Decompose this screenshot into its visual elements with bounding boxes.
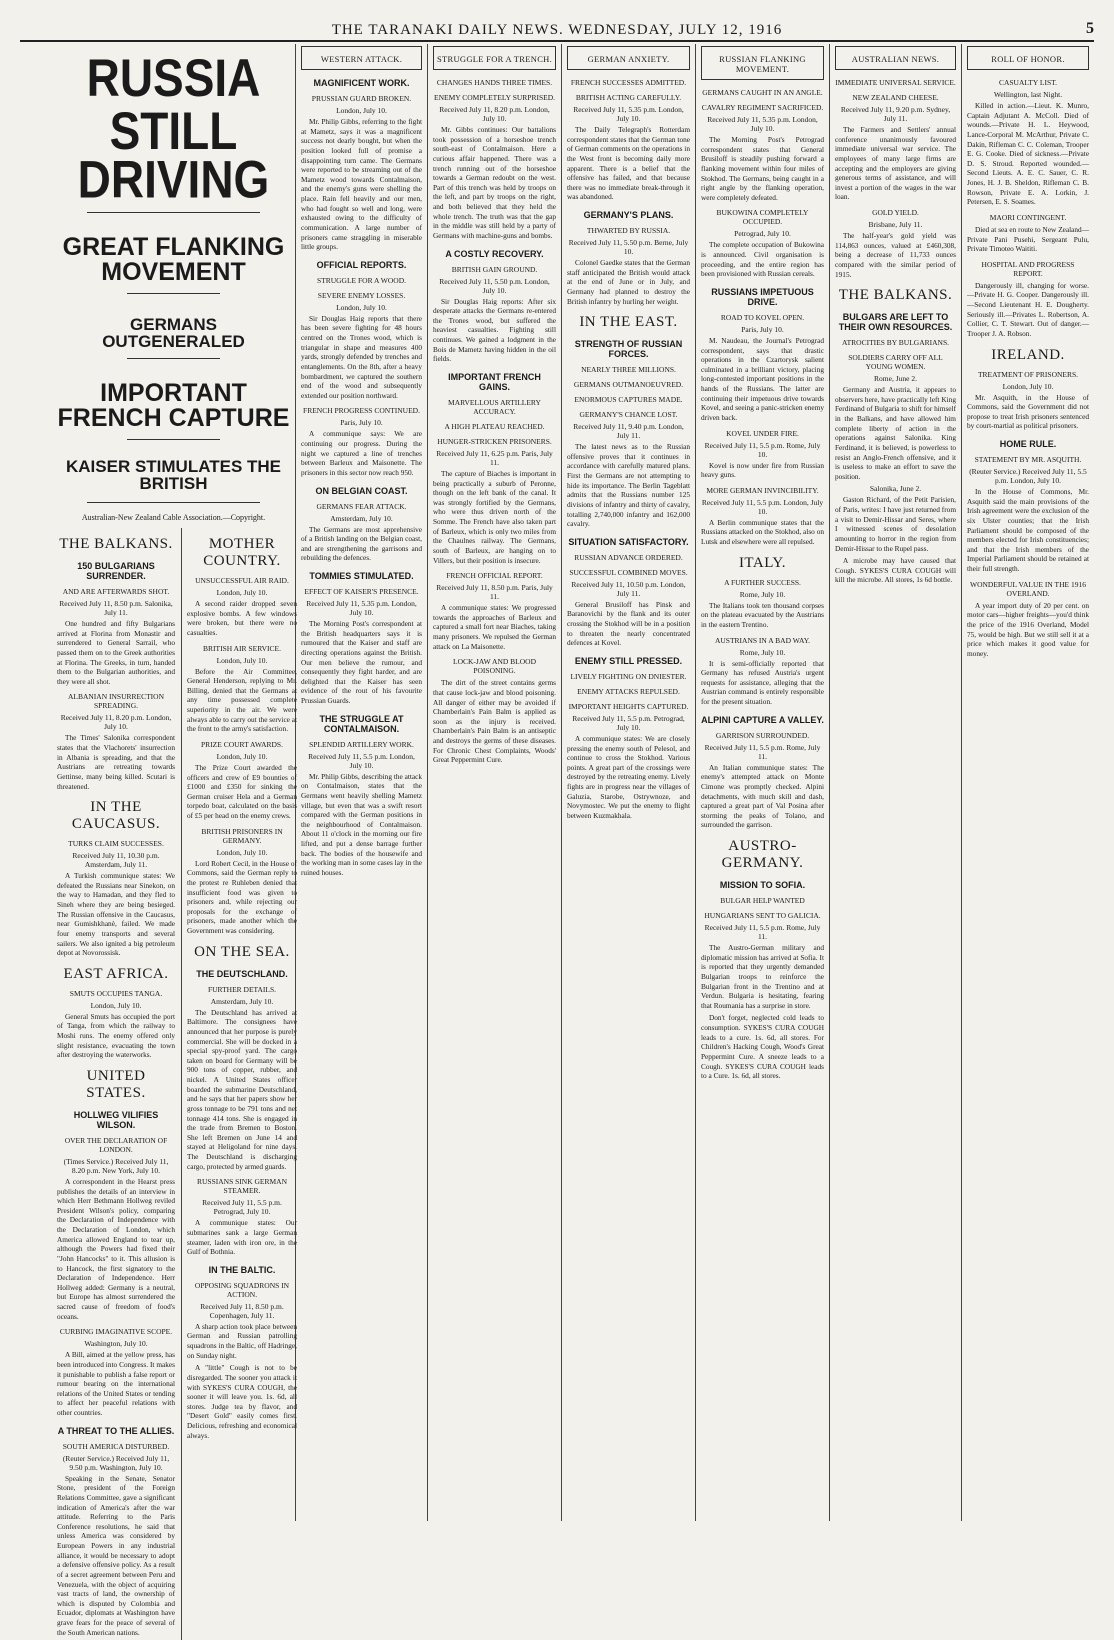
- dateline: Amsterdam, July 10.: [210, 996, 274, 1006]
- story-subhead: ENORMOUS CAPTURES MADE.: [574, 395, 683, 405]
- story-subhead: NEW ZEALAND CHEESE.: [852, 93, 939, 102]
- advertisement: A microbe may have caused that Cough. SYKES'S CURA COUGH will kill the microbe. All stores, 1s 6d bottle.: [835, 556, 956, 585]
- dateline: Petrograd, July 10.: [734, 229, 791, 239]
- story-subhead: STRUGGLE FOR A WOOD.: [316, 275, 407, 285]
- story-text: Mr. Philip Gibbs, describing the attack on Contalmaison, states that the Germans went heavily shelling Mametz village, but even that was a swift resort compared with the German positions in the neighbourhood of Contalmaison. About 11 o'clock in the morning our fire lifted, and put a dense barrage further back. The bodies of the housewife and the working man in some cases lay in the ruined houses.: [301, 771, 422, 877]
- advertisement: Don't forget, neglected cold leads to consumption. SYKES'S CURA COUGH leads to a cure. 1s. 6d, all stores. For Children's Hacking Cough, Wood's Great Peppermint Cure. A sneeze leads to a Cough. SYKES'S CURA COUGH leads to a Cure. 1s. 6d, all stores.: [701, 1013, 824, 1081]
- dateline: Wellington, last Night.: [993, 90, 1063, 99]
- dateline: Paris, July 10.: [340, 418, 383, 428]
- story-subhead: HUNGARIANS SENT TO GALICIA.: [704, 911, 821, 920]
- story-text: The Morning Post's Petrograd correspondent states that General Brusiloff is steadily pushing forward a flanking movement within four miles of Stokhod. The Germans, being caught in a right angle by the flanking operation, were completely defeated.: [701, 135, 824, 202]
- story-subhead: FRENCH PROGRESS CONTINUED.: [303, 406, 420, 416]
- advertisement: A year import duty of 20 per cent. on motor cars—higher freights—you'd think the price of the 1916 Overland, Model 75, would be high. But we still sell it at a price which makes it good value for money.: [967, 600, 1089, 658]
- story-subhead: GERMANS FEAR ATTACK.: [316, 501, 407, 511]
- advertisement: The dirt of the street contains germs that cause lock-jaw and blood poisoning. All danger of either may be avoided if Chamberlain's Pain Balm is applied as soon as the injury is received. Chamberlain's Pain Balm is an antiseptic and destroys the germs of these diseases. For Chronic Chest Complaints, Woods' Great Peppermint Cure.: [433, 678, 556, 765]
- headline-russia: RUSSIA STILL: [86, 47, 261, 161]
- story-text: A sharp action took place between German and Russian patrolling squadrons in the Baltic, off Hadringe, on Sunday night.: [187, 1321, 297, 1360]
- story-subhead: BRITISH ACTING CAREFULLY.: [575, 93, 682, 102]
- story-subhead: A FURTHER SUCCESS.: [724, 577, 801, 587]
- dateline: Received July 11, 8.50 p.m. Copenhagen, July 11.: [200, 1301, 284, 1320]
- story-text: Died at sea en route to New Zealand—Private Pani Pusehi, Sergeant Pulu, Private Timoteo Waititi.: [967, 224, 1089, 254]
- section-balkans: THE BALKANS.: [59, 536, 173, 552]
- story-headline: RUSSIANS IMPETUOUS DRIVE.: [711, 286, 814, 307]
- section-roll-of-honor: ROLL OF HONOR.: [991, 54, 1065, 64]
- story-text: The latest news as to the Russian offensive proves that it continues in accordance with carefully matured plans. First the Germans are not attempting to hide its importance. The Berlin Tageblatt admits that the Russians number 125 divisions of infantry and thirty of cavalry, totalling 2,740,000 infantry and 162,000 cavalry.: [567, 442, 690, 529]
- story-headline: THE DEUTSCHLAND.: [196, 968, 288, 979]
- dateline: London, July 10.: [336, 106, 387, 115]
- story-text: The Germans are most apprehensive of a British landing on the Belgian coast, and are strengthening the garrisons and rebuilding the defences.: [301, 524, 422, 563]
- story-headline: ENEMY STILL PRESSED.: [574, 655, 683, 666]
- story-subhead: GARRISON SURROUNDED.: [715, 730, 810, 740]
- story-headline: GERMANY'S PLANS.: [583, 210, 674, 220]
- dateline: (Times Service.) Received July 11, 8.20 p.m. New York, July 10.: [63, 1156, 169, 1175]
- column-trench: [428, 44, 562, 1521]
- story-headline: ALPINI CAPTURE A VALLEY.: [701, 714, 824, 725]
- story-subhead: NEARLY THREE MILLIONS.: [581, 365, 676, 375]
- dateline: Received July 11, 5.5 p.m. London, July 10.: [308, 751, 415, 770]
- story-subhead: ROAD TO KOVEL OPEN.: [720, 312, 805, 322]
- story-text: Kovel is now under fire from Russian heavy guns.: [701, 460, 824, 480]
- story-text: Gaston Richard, of the Petit Parisien, of Paris, writes: I have just returned from a visit to Demir-Hissar and Seres, where I witnessed scenes of desolation amounting to horror in the region from Demir-Hissar to the Rupel pass.: [835, 495, 956, 553]
- section-balkans-2: THE BALKANS.: [838, 287, 953, 304]
- section-australian-news: AUSTRALIAN NEWS.: [851, 54, 940, 64]
- header-box: [835, 46, 956, 70]
- dateline: London, July 10.: [336, 302, 387, 312]
- story-subhead: LOCK-JAW AND BLOOD POISONING.: [452, 657, 536, 676]
- dateline: Rome, June 2.: [874, 374, 917, 384]
- story-text: Lord Robert Cecil, in the House of Commons, said the German reply to the protest re Ruhleben denied that insufficient food was given to prisoners and, while rejecting our proposals for the exchange of prisoners, made another which the Government was considering.: [187, 858, 297, 935]
- story-text: The Times' Salonika correspondent states that the Vlachorets' insurrection in Albania is spreading, and that the Austrians are retreating towards Gettinse, many being killed. Scutari is threatened.: [57, 733, 175, 791]
- dateline: Brisbane, July 11.: [868, 220, 923, 229]
- masthead-title: THE TARANAKI DAILY NEWS. WEDNESDAY, JULY 12, 1916: [331, 21, 783, 38]
- section-in-the-east: IN THE EAST.: [579, 314, 678, 331]
- dateline: Amsterdam, July 10.: [330, 513, 393, 523]
- subcolumn-left: [57, 528, 175, 1640]
- story-subhead: ENEMY ATTACKS REPULSED.: [577, 686, 680, 696]
- story-text: Killed in action.—Lieut. K. Munro, Captain Adjutant A. McColl. Died of wounds.—Private H. L. Heywood, Lance-Corporal M. McArthur, Private C. Dakin, Rifleman C. C. Coleman, Trooper E. G. Cooke. Died of sickness.—Private D. S. Stroud. Reported wounded.—Second Lieuts. A. E. C. Sauer, C. R. Jones, H. J. B. Sheldon, Rifleman C. B. Rowson, Private E. A. Lorkin, J. Petersen, E. S. Soames.: [967, 101, 1089, 207]
- divider: [127, 358, 220, 359]
- story-subhead: PRIZE COURT AWARDS.: [201, 739, 283, 749]
- story-subhead: A HIGH PLATEAU REACHED.: [444, 421, 545, 431]
- story-subhead: FURTHER DETAILS.: [207, 984, 277, 994]
- story-text: The Prize Court awarded the officers and crew of E9 bounties of £1000 and £350 for sinking the German cruiser Hela and a German torpedo boat, calculated on the basis of £5 per head on the enemy crews.: [187, 762, 297, 820]
- header-box: [301, 46, 422, 70]
- story-subhead: UNSUCCESSFUL AIR RAID.: [195, 576, 289, 585]
- story-text: A correspondent in the Hearst press publishes the details of an interview in which Herr Bethmann Hollweg reviled President Wilson's policy, comparing the Declaration of Independence with the Declaration of London, which America allowed England to tear up, although the Powers had fixed their "John Hancocks" to it. This allusion is to Hancock, the first signatory to the Declaration of Independence. Herr Hollweg added: Germany is a neutral, but Europe has almost surrendered the sacred cause of freedom of food's oceans.: [57, 1176, 175, 1321]
- story-text: A communique says: We are continuing our progress. During the night we captured a line of trenches between Barleux and Maisonette. The prisoners in this sector now reach 950.: [301, 429, 422, 477]
- dateline: London, July 10.: [216, 655, 268, 665]
- story-subhead: KOVEL UNDER FIRE.: [726, 428, 799, 438]
- story-subhead: ALBANIAN INSURRECTION SPREADING.: [67, 692, 165, 711]
- cable-caption: Australian-New Zealand Cable Association.—Copyright.: [81, 513, 266, 522]
- story-text: The Morning Post's correspondent at the British headquarters says it is rumoured that the Kaiser and staff are directing operations against the British. Our men believe the rumour, and consequently they fight harder, and are delighted that the Kaiser has seen evidence of the rout of his favourite Prussian Guards.: [301, 619, 422, 705]
- story-subhead: STATEMENT BY MR. ASQUITH.: [974, 455, 1082, 464]
- dateline: Received July 11, 5.5 p.m. Petrograd, July 10.: [572, 713, 685, 732]
- section-german-anxiety: GERMAN ANXIETY.: [587, 54, 670, 64]
- story-text: Colonel Gaedke states that the German staff anticipated the British would attack at the end of June or in July, and Germany had planned to destroy the British infantry by hurling her weight.: [567, 258, 690, 306]
- story-subhead: THWARTED BY RUSSIA.: [586, 226, 671, 235]
- story-text: A communique states: Our submarines sank a large German steamer, laden with iron ore, in the Gulf of Bothnia.: [187, 1218, 297, 1257]
- story-text: General Smuts has occupied the port of Tanga, from which the railway to Moshi runs. The enemy offered only slight resistance, evacuating the town after destroying the waterworks.: [57, 1011, 175, 1060]
- story-headline: MAGNIFICENT WORK.: [313, 78, 410, 88]
- story-text: A communique states: We progressed towards the approaches of Barleux and captured a small fort near Biaches, taking many prisoners. We repulsed the German attack on La Maisonette.: [433, 603, 556, 651]
- story-text: General Brusiloff has Pinsk and Baranovichi by the flank and its outer crossing the Stokhod will be in a position to threaten the nearly concentrated defences at Kovel.: [567, 599, 690, 648]
- story-subhead: BUKOWINA COMPLETELY OCCUPIED.: [716, 208, 809, 227]
- story-subhead: AND ARE AFTERWARDS SHOT.: [62, 587, 170, 596]
- story-subhead: SPLENDID ARTILLERY WORK.: [309, 739, 414, 749]
- story-headline: MISSION TO SOFIA.: [719, 880, 806, 890]
- story-subhead: IMPORTANT HEIGHTS CAPTURED.: [568, 701, 689, 711]
- story-subhead: PRUSSIAN GUARD BROKEN.: [311, 94, 412, 103]
- story-subhead: SMUTS OCCUPIES TANGA.: [69, 988, 163, 998]
- story-headline: A COSTLY RECOVERY.: [445, 248, 544, 259]
- story-subhead: AUSTRIANS IN A BAD WAY.: [714, 635, 811, 645]
- story-subhead: CAVALRY REGIMENT SACRIFICED.: [701, 103, 824, 112]
- divider: [87, 502, 260, 503]
- story-subhead: ATROCITIES BY BULGARIANS.: [841, 338, 950, 348]
- story-subhead: HUNGER-STRICKEN PRISONERS.: [437, 436, 552, 446]
- divider: [87, 212, 260, 213]
- dateline: Rome, July 10.: [739, 589, 786, 599]
- story-headline: IMPORTANT FRENCH GAINS.: [448, 371, 541, 392]
- story-subhead: MORE GERMAN INVINCIBILITY.: [706, 485, 819, 495]
- headline-flanking: GREAT FLANKING MOVEMENT: [62, 233, 285, 286]
- dateline: Received July 11, 5.5 p.m. Rome, July 10.: [704, 440, 821, 459]
- story-text: Speaking in the Senate, Senator Stone, president of the Foreign Relations Committee, gave a significant indication of America's after the war attitude. Referring to the Paris Conference resolutions, he said that unless America was considered by European Powers in any industrial alliance, it would be necessary to adopt a defensive offensive policy. As a result of a secret agreement between Peru and Venezuela, with the object of acquiring vast tracts of land, the ownership of which is disputed by Colombia and Ecuador, diplomats at Washington have grave fears for the peace of several of the South American nations.: [57, 1473, 175, 1637]
- story-text: In the House of Commons, Mr. Asquith said the main provisions of the Irish agreement were the exclusion of the six Ulster counties; that the Irish Parliament should be composed of the members elected for Irish constituencies; and that the Irish members of the Imperial Parliament should be retained at their full strength.: [967, 487, 1089, 573]
- section-mother-country: MOTHER COUNTRY.: [203, 536, 281, 569]
- header-box: [433, 46, 556, 70]
- story-text: A communique states: We are closely pressing the enemy south of Pelesol, and continue to cross the Stokhod. Various points. A great part of the crossings were destroyed by the retreating enemy. Lively fights are in progress near the villages of Galuzia, Starobe, Ostrywnoze, and Novymostec. We put the enemy to flight between Kuzmakhala.: [567, 733, 690, 820]
- story-subhead: BRITISH GAIN GROUND.: [451, 264, 538, 274]
- story-text: Mr. Gibbs continues: Our battalions took possession of a horseshoe trench south-east of Contalmaison. Here a curious affair happened. There was a trench running out of the horseshoe towards a German redoubt on the west. Part of this trench was held by troops on the left, and part by troops on the right, and both believed that they held the whole trench. The truth was that the gap in the middle was still held by a party of Germans with machine-guns and bombs.: [433, 125, 556, 240]
- divider: [127, 439, 220, 440]
- story-headline: A THREAT TO THE ALLIES.: [57, 1425, 175, 1436]
- story-subhead: ENEMY COMPLETELY SURPRISED.: [434, 93, 555, 102]
- story-subhead: WONDERFUL VALUE IN THE 1916 OVERLAND.: [970, 579, 1086, 598]
- header-box: [701, 46, 824, 80]
- page-number: 5: [1086, 20, 1094, 37]
- story-text: The Daily Telegraph's Rotterdam correspondent states that the German tone of German comments on the operations in the West front is becoming daily more apparent. There is a belief that the offensive has failed, and that because there was no immediate break-through it was abandoned.: [567, 125, 690, 202]
- story-subhead: TURKS CLAIM SUCCESSES.: [68, 839, 164, 849]
- section-struggle-trench: STRUGGLE FOR A TRENCH.: [436, 54, 553, 64]
- column-german-anxiety: [562, 44, 696, 1521]
- story-subhead: SOLDIERS CARRY OFF ALL YOUNG WOMEN.: [848, 353, 943, 372]
- story-text: Mr. Asquith, in the House of Commons, said the Government did not propose to treat Irish prisoners sentenced by court-martial as political prisoners.: [967, 392, 1089, 431]
- story-subhead: RUSSIANS SINK GERMAN STEAMER.: [196, 1177, 287, 1196]
- dateline: Received July 11, 5.5 p.m. Rome, July 11.: [704, 923, 821, 941]
- story-subhead: MARVELLOUS ARTILLERY ACCURACY.: [448, 397, 541, 416]
- story-text: Before the Air Committee, General Henderson, replying to Mr. Billing, denied that the Germans at any time possessed complete superiority in the air. We were always able to carry out the service at the front to the army's satisfaction.: [187, 666, 298, 734]
- story-headline: HOME RULE.: [999, 439, 1057, 449]
- dateline: Received July 11, 9.20 p.m. Sydney, July 11.: [840, 105, 951, 123]
- section-italy: ITALY.: [738, 554, 787, 571]
- dateline: Received July 11, 5.35 p.m. London, July 10.: [573, 105, 684, 123]
- dateline: (Reuter Service.) Received July 11, 9.50 p.m. Washington, July 10.: [62, 1453, 170, 1472]
- story-headline: TOMMIES STIMULATED.: [309, 571, 414, 581]
- dateline: London, July 10.: [216, 751, 268, 761]
- story-text: One hundred and fifty Bulgarians arrived at Florina from Monastir and surrendered to General Sarrail, who passed them on to the Greek authorities at Florina. The Greeks, in turn, handed them to the Bulgarian authorities, and they were all shot.: [57, 619, 175, 686]
- story-subhead: LIVELY FIGHTING ON DNIESTER.: [570, 671, 687, 681]
- story-text: The Farmers and Settlers' annual conference unanimously favoured immediate universal war service. The employees of many large firms are accepting and the employers are giving generous terms of assistance, and will invest a portion of the wages in the war loan.: [835, 125, 956, 202]
- dateline: London, July 10.: [90, 1000, 142, 1010]
- dateline: Paris, July 10.: [741, 324, 784, 334]
- story-headline: OFFICIAL REPORTS.: [316, 259, 407, 270]
- story-headline: BULGARS ARE LEFT TO THEIR OWN RESOURCES.: [838, 312, 953, 333]
- story-subhead: GERMANS CAUGHT IN AN ANGLE.: [702, 88, 823, 97]
- story-subhead: SEVERE ENEMY LOSSES.: [317, 290, 406, 300]
- story-text: It is semi-officially reported that Germany has refused Austria's urgent requests for assistance, alleging that the Austrian command is entirely responsible for the present situation.: [701, 658, 824, 706]
- dateline: London, July 10.: [216, 847, 268, 857]
- dateline: London, July 10.: [216, 588, 268, 597]
- story-subhead: HOSPITAL AND PROGRESS REPORT.: [981, 259, 1075, 278]
- dateline: Received July 11, 5.5 p.m. London, July 10.: [701, 497, 824, 516]
- story-subhead: BRITISH PRISONERS IN GERMANY.: [201, 826, 283, 845]
- story-headline: HOLLWEG VILIFIES WILSON.: [73, 1109, 159, 1130]
- dateline: London, July 10.: [1002, 381, 1054, 391]
- column-roll-of-honor: [962, 44, 1094, 1521]
- story-subhead: GOLD YIELD.: [872, 208, 919, 217]
- story-text: M. Naudeau, the Journal's Petrograd correspondent, says that drastic operations in the Czartorysk salient culminated in a brilliant victory, placing long-contested important positions in the hands of the Russians. The latter are continuing their impetuous drive towards Kovel, and seeing a panic-stricken enemy driven back.: [701, 335, 824, 422]
- story-headline: 150 BULGARIANS SURRENDER.: [77, 561, 155, 581]
- section-on-the-sea: ON THE SEA.: [194, 943, 290, 960]
- story-text: The half-year's gold yield was 114,863 ounces, valued at £460,308, being a decrease of 11,733 ounces compared with the similar period of 1915.: [835, 231, 956, 279]
- story-text: Mr. Philip Gibbs, referring to the fight at Mametz, says it was a magnificent success not dearly bought, but when the position looked full of promise a disappointing turn came. The Germans were reported to be streaming out of the Mametz wood towards Contalmaison, and the enemy's guns were shelling the place. Rain fell heavily and our men, who had fought so well and long, were exhausted owing to the difficulty of communication. A large number of prisoners came straggling in miserable little groups.: [301, 117, 422, 252]
- dateline: Received July 11, 8.50 p.m. Salonika, July 11.: [59, 599, 173, 617]
- header-box: [567, 46, 690, 70]
- dateline: Received July 11, 10.30 p.m. Amsterdam, July 11.: [72, 851, 160, 870]
- dateline: Received July 11, 8.50 p.m. Paris, July 11.: [436, 583, 553, 602]
- headline-french-capture: IMPORTANT FRENCH CAPTURE: [57, 379, 290, 432]
- headline-kaiser: KAISER STIMULATES THE BRITISH: [65, 457, 282, 493]
- dateline: Received July 11, 8.20 p.m. London, July 10.: [439, 105, 550, 123]
- front-column: [52, 44, 298, 1637]
- story-subhead: CASUALTY LIST.: [998, 78, 1058, 87]
- section-caucasus: IN THE CAUCASUS.: [71, 799, 161, 833]
- dateline: Salonika, June 2.: [869, 484, 922, 494]
- story-subhead: SOUTH AMERICA DISTURBED.: [62, 1441, 170, 1451]
- story-headline: IN THE BALTIC.: [208, 1264, 276, 1275]
- subcolumn-right: [181, 528, 297, 1640]
- dateline: Received July 11, 8.20 p.m. London, July 10.: [60, 713, 172, 732]
- story-subhead: BULGAR HELP WANTED: [720, 896, 805, 905]
- story-text: Sir Douglas Haig reports: After six desperate attacks the Germans re-entered the Trones wood, but suffered the heaviest casualties. Fighting still continues. We gained a lodgment in the Bois de Mametz having hidden in the oil fields.: [433, 296, 556, 364]
- story-text: The complete occupation of Bukowina is announced. Civil organisation is proceeding, and the entire region has been provisioned with Russian cereals.: [701, 240, 824, 279]
- story-text: A second raider dropped seven explosive bombs. A few windows were broken, but there were no casualties.: [187, 599, 297, 637]
- masthead: [20, 20, 1094, 42]
- story-headline: STRENGTH OF RUSSIAN FORCES.: [574, 339, 683, 360]
- story-subhead: SUCCESSFUL COMBINED MOVES.: [569, 567, 688, 577]
- story-subhead: OVER THE DECLARATION OF LONDON.: [64, 1135, 168, 1154]
- column-russian-flanking: [696, 44, 830, 1521]
- dateline: Rome, July 10.: [739, 647, 786, 657]
- story-subhead: CURBING IMAGINATIVE SCOPE.: [59, 1327, 173, 1337]
- story-text: A Turkish communique states: We defeated the Russians near Sinekon, on the way to Hamadan, and they fled to Sineh where they are being besieged. The Russian offensive in the Caucasus, near Gumishkhanè, failed. We made four enemy transports and several sailers. We also ignited a big petroleum depot at Novorossisk.: [57, 871, 175, 958]
- story-subhead: GERMANY'S CHANCE LOST.: [579, 410, 678, 420]
- section-east-africa: EAST AFRICA.: [63, 965, 169, 982]
- dateline: Received July 11, 10.50 p.m. London, July 11.: [571, 579, 686, 598]
- story-subhead: BRITISH AIR SERVICE.: [203, 643, 281, 653]
- column-western-attack: [296, 44, 428, 1521]
- advertisement: A "little" Cough is not to be disregarded. The sooner you attack it with SYKES'S CURA COUGH, the sooner it will leave you. 1s. 6d, all stores. Judge tea by flavor, and "Desert Gold" easily comes first. Delicious, refreshing and economical always.: [187, 1363, 297, 1440]
- story-subhead: FRENCH SUCCESSES ADMITTED.: [570, 78, 687, 87]
- dateline: (Reuter Service.) Received July 11, 5.5 p.m. London, July 10.: [969, 467, 1087, 485]
- story-subhead: IMMEDIATE UNIVERSAL SERVICE.: [835, 78, 956, 87]
- dateline: Received July 11, 9.40 p.m. London, July 11.: [573, 422, 684, 441]
- headline-outgeneraled: GERMANS OUTGENERALED: [102, 315, 245, 351]
- header-box: [967, 46, 1089, 70]
- story-text: Germany and Austria, it appears to observers here, have practically left King Ferdinand of Bulgaria to shift for himself in the Balkans, and have allowed him complete liberty of action in the operations against Salonika. King Ferdinand, it is believed, is powerless to resist an Anglo-French offensive, and it is useless to make an effort to save the position.: [835, 385, 956, 481]
- story-subhead: TREATMENT OF PRISONERS.: [977, 369, 1079, 379]
- story-subhead: CHANGES HANDS THREE TIMES.: [436, 78, 553, 87]
- headline-driving: DRIVING: [77, 149, 270, 209]
- story-text: Dangerously ill, changing for worse.—Private H. G. Cooper. Dangerously ill.—Second Lieutenant H. E. Dougherty. Seriously ill.—Privates L. Robertson, A. Collier, C. T. Stewart. Out of danger.—Trooper J. A. Robson.: [967, 280, 1089, 338]
- dateline: Received July 11, 5.50 p.m. Berne, July 10.: [568, 238, 689, 256]
- story-subhead: EFFECT OF KAISER'S PRESENCE.: [304, 587, 419, 596]
- dateline: Received July 11, 5.5 p.m. Petrograd, July 10.: [202, 1198, 282, 1217]
- story-headline: SITUATION SATISFACTORY.: [568, 536, 689, 547]
- divider: [127, 293, 220, 294]
- story-text: An Italian communique states: The enemy's attempted attack on Monte Cimone was promptly checked. Alpini detachments, with much skill and dash, captured a great part of Val Posina after storming the peaks of Tolano, and surrounded the garrison.: [701, 762, 824, 830]
- story-headline: THE STRUGGLE AT CONTALMAISON.: [319, 713, 404, 734]
- dateline: Received July 11, 6.25 p.m. Paris, July 11.: [436, 448, 553, 467]
- story-subhead: GERMANS OUTMANOEUVRED.: [573, 380, 684, 390]
- dateline: Received July 11, 5.50 p.m. London, July 10.: [439, 276, 550, 295]
- story-subhead: OPPOSING SQUADRONS IN ACTION.: [194, 1280, 290, 1299]
- section-austro-germany: AUSTRO-GERMANY.: [721, 838, 804, 871]
- section-russian-flanking: RUSSIAN FLANKING MOVEMENT.: [719, 54, 806, 74]
- story-text: A Bill, aimed at the yellow press, has been introduced into Congress. It makes it punishable to publish a false report or rumour bearing on the international relations of the United States or tending to affect her peaceful relations with other countries.: [57, 1350, 175, 1417]
- section-western-attack: WESTERN ATTACK.: [320, 54, 403, 64]
- dateline: Received July 11, 5.35 p.m. London, July 10.: [306, 599, 417, 617]
- story-text: Sir Douglas Haig reports that there has been severe fighting for 48 hours centred on the Trones wood, which is triangular in shape and measures 400 yards, strongly defended by trenches and entanglements. On the 8th, after a heavy bombardment, we captured the southern end of the wood and subsequently extended our position northward.: [301, 313, 422, 400]
- dateline: Received July 11, 5.35 p.m. London, July 10.: [707, 115, 818, 133]
- dateline: Received July 11, 5.5 p.m. Rome, July 11.: [704, 742, 821, 761]
- story-text: The Austro-German military and diplomatic mission has arrived at Sofia. It is reported that they urgently demanded Bulgarian troops to reinforce the Bulgarian front in the Trentino and at Verdun. Bulgaria is hesitating, fearing that Roumania has a surprise in store.: [701, 943, 824, 1010]
- story-subhead: MAORI CONTINGENT.: [989, 212, 1067, 222]
- section-ireland: IRELAND.: [991, 346, 1065, 363]
- story-subhead: RUSSIAN ADVANCE ORDERED.: [574, 552, 683, 562]
- story-text: The capture of Biaches is important in being practically a suburb of Peronne, though on the left bank of the canal. It was strongly fortified by the Germans, who were thus driven north of the Somme. The French have also taken part of Barleux, which is only two miles from the Chaulnes railway. The Germans, south of Barleux, are hanging on to Villers, but their position is insecure.: [433, 468, 556, 565]
- columns: [52, 44, 1094, 1637]
- story-text: A Berlin communique states that the Russians attacked on the Stokhod, also on Lutsk and elsewhere were all repulsed.: [701, 517, 824, 546]
- column-australian-news: [830, 44, 962, 1521]
- story-text: The Italians took ten thousand corpses on the plateau evacuated by the Austrians in the eastern Trentino.: [701, 600, 824, 629]
- section-united-states: UNITED STATES.: [86, 1067, 146, 1101]
- dateline: Washington, July 10.: [84, 1339, 148, 1349]
- story-headline: ON BELGIAN COAST.: [315, 485, 408, 496]
- story-subhead: FRENCH OFFICIAL REPORT.: [446, 571, 543, 581]
- story-text: The Deutschland has arrived at Baltimore. The consignees have announced that her purpose is purely commercial. She will be docked in a special spy-proof yard. The cargo taken on board for Germany will be 900 tons of copper, rubber, and nickel. A United States officer boarded the submarine Deutschland, and he says that her papers show her gross tonnage to be 791 tons and net tonnage 414 tons. She is engaged in the trade from Bremen to Boston. She left Bremen on June 14 and stayed at Heligoland for nine days. The Deutschland is discharging cargo, protected by armed guards.: [187, 1007, 297, 1171]
